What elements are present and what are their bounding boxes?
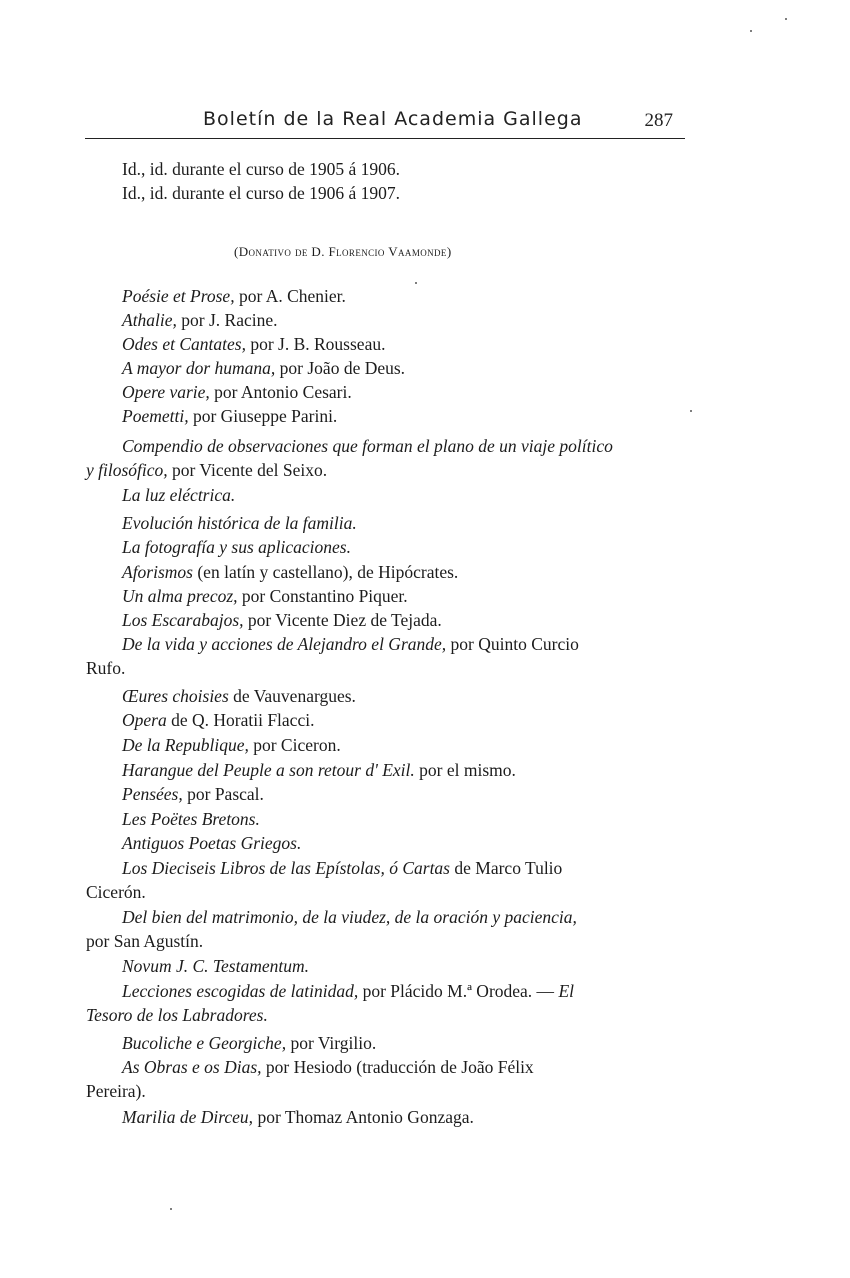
book-entry: [86, 459, 327, 481]
book-title: Tesoro de los Labradores.: [86, 1005, 268, 1025]
entry-line: Id., id. durante el curso de 1906 á 1907.: [122, 183, 400, 203]
book-entry: [122, 857, 562, 879]
book-title: Los Dieciseis Libros de las Epístolas, ó Cartas: [122, 858, 450, 878]
book-title: As Obras e os Dias,: [122, 1057, 262, 1077]
book-author: por A. Chenier.: [234, 286, 346, 306]
page-header: [85, 104, 685, 139]
scan-speck: [690, 410, 692, 412]
book-author: por J. Racine.: [176, 310, 278, 330]
book-author: por Pascal.: [182, 784, 264, 804]
book-title: Lecciones escogidas de latinidad,: [122, 981, 359, 1001]
book-title: y filosófico,: [86, 460, 168, 480]
book-author: Cicerón.: [86, 882, 146, 902]
book-title: Poemetti,: [122, 406, 189, 426]
book-author: (en latín y castellano), de Hipócrates.: [192, 562, 459, 582]
book-entry: [122, 1056, 534, 1078]
book-author: por Antonio Cesari.: [209, 382, 352, 402]
book-entry: [122, 685, 356, 707]
book-entry: [122, 1032, 376, 1054]
book-entry: [122, 734, 341, 756]
book-title: Aforismos: [122, 562, 193, 582]
book-author: por Plácido M.ª Orodea. —: [358, 981, 555, 1001]
book-title: Marilia de Dirceu,: [122, 1107, 254, 1127]
book-title: Pensées,: [122, 784, 183, 804]
book-title: La fotografía y sus aplicaciones.: [122, 537, 351, 557]
book-title: De la Republique,: [122, 735, 249, 755]
book-entry: [122, 285, 346, 307]
scan-speck: [170, 1208, 172, 1210]
book-title: Bucoliche e Georgiche,: [122, 1033, 287, 1053]
book-author: por João de Deus.: [275, 358, 406, 378]
scan-speck: [785, 18, 787, 20]
book-title: Poésie et Prose,: [122, 286, 235, 306]
book-entry: [122, 585, 408, 607]
book-entry: [122, 609, 442, 631]
book-entry: [122, 309, 278, 331]
book-author: por Vicente del Seixo.: [167, 460, 328, 480]
book-author: por Thomaz Antonio Gonzaga.: [253, 1107, 474, 1127]
book-author: de Vauvenargues.: [228, 686, 356, 706]
book-author: Pereira).: [86, 1081, 146, 1101]
book-title: De la vida y acciones de Alejandro el Grande,: [122, 634, 447, 654]
book-title: Opere varie,: [122, 382, 210, 402]
book-title: Un alma precoz,: [122, 586, 238, 606]
book-title: Athalie,: [122, 310, 177, 330]
book-entry: [122, 783, 264, 805]
book-author: por Giuseppe Parini.: [188, 406, 338, 426]
book-title: Odes et Cantates,: [122, 334, 246, 354]
book-entry: [122, 381, 352, 403]
donor-heading: (Donativo de D. Florencio Vaamonde): [234, 244, 452, 259]
book-author: por J. B. Rousseau.: [245, 334, 386, 354]
book-title: La luz eléctrica.: [122, 485, 236, 505]
book-entry: [122, 357, 405, 379]
book-entry: [122, 980, 574, 1002]
scan-speck: [750, 30, 752, 32]
book-author: por Virgilio.: [286, 1033, 377, 1053]
book-author: por el mismo.: [414, 760, 516, 780]
book-author: por Constantino Piquer.: [237, 586, 408, 606]
book-entry: [122, 405, 337, 427]
book-author: por Ciceron.: [248, 735, 341, 755]
book-entry: [122, 759, 516, 781]
book-entry: [122, 1106, 474, 1128]
entry-line: Id., id. durante el curso de 1905 á 1906.: [122, 159, 400, 179]
book-entry: [122, 633, 579, 655]
page-number: 287: [644, 110, 673, 131]
book-title: Los Escarabajos,: [122, 610, 244, 630]
book-author: por Hesiodo (traducción de João Félix: [261, 1057, 534, 1077]
book-author: por Vicente Diez de Tejada.: [243, 610, 442, 630]
book-title: El: [554, 981, 574, 1001]
book-entry: [122, 709, 314, 731]
scan-speck: [415, 282, 417, 284]
book-author: por San Agustín.: [86, 931, 204, 951]
book-title: Antiguos Poetas Griegos.: [122, 833, 302, 853]
book-title: Harangue del Peuple a son retour d' Exil.: [122, 760, 415, 780]
book-title: Opera: [122, 710, 167, 730]
book-author: por Quinto Curcio: [446, 634, 579, 654]
book-author: de Q. Horatii Flacci.: [166, 710, 315, 730]
book-title: Œures choisies: [122, 686, 229, 706]
book-title: A mayor dor humana,: [122, 358, 276, 378]
book-entry: [122, 561, 458, 583]
book-author: Rufo.: [86, 658, 126, 678]
book-title: Evolución histórica de la familia.: [122, 513, 357, 533]
book-author: de Marco Tulio: [450, 858, 563, 878]
book-entry: [122, 333, 385, 355]
book-title: Les Poëtes Bretons.: [122, 809, 260, 829]
book-title: Del bien del matrimonio, de la viudez, de la oración y paciencia,: [122, 907, 577, 927]
book-title: Novum J. C. Testamentum.: [122, 956, 309, 976]
running-title: Boletín de la Real Academia Gallega: [203, 108, 583, 130]
book-title: Compendio de observaciones que forman el plano de un viaje político: [122, 436, 613, 456]
